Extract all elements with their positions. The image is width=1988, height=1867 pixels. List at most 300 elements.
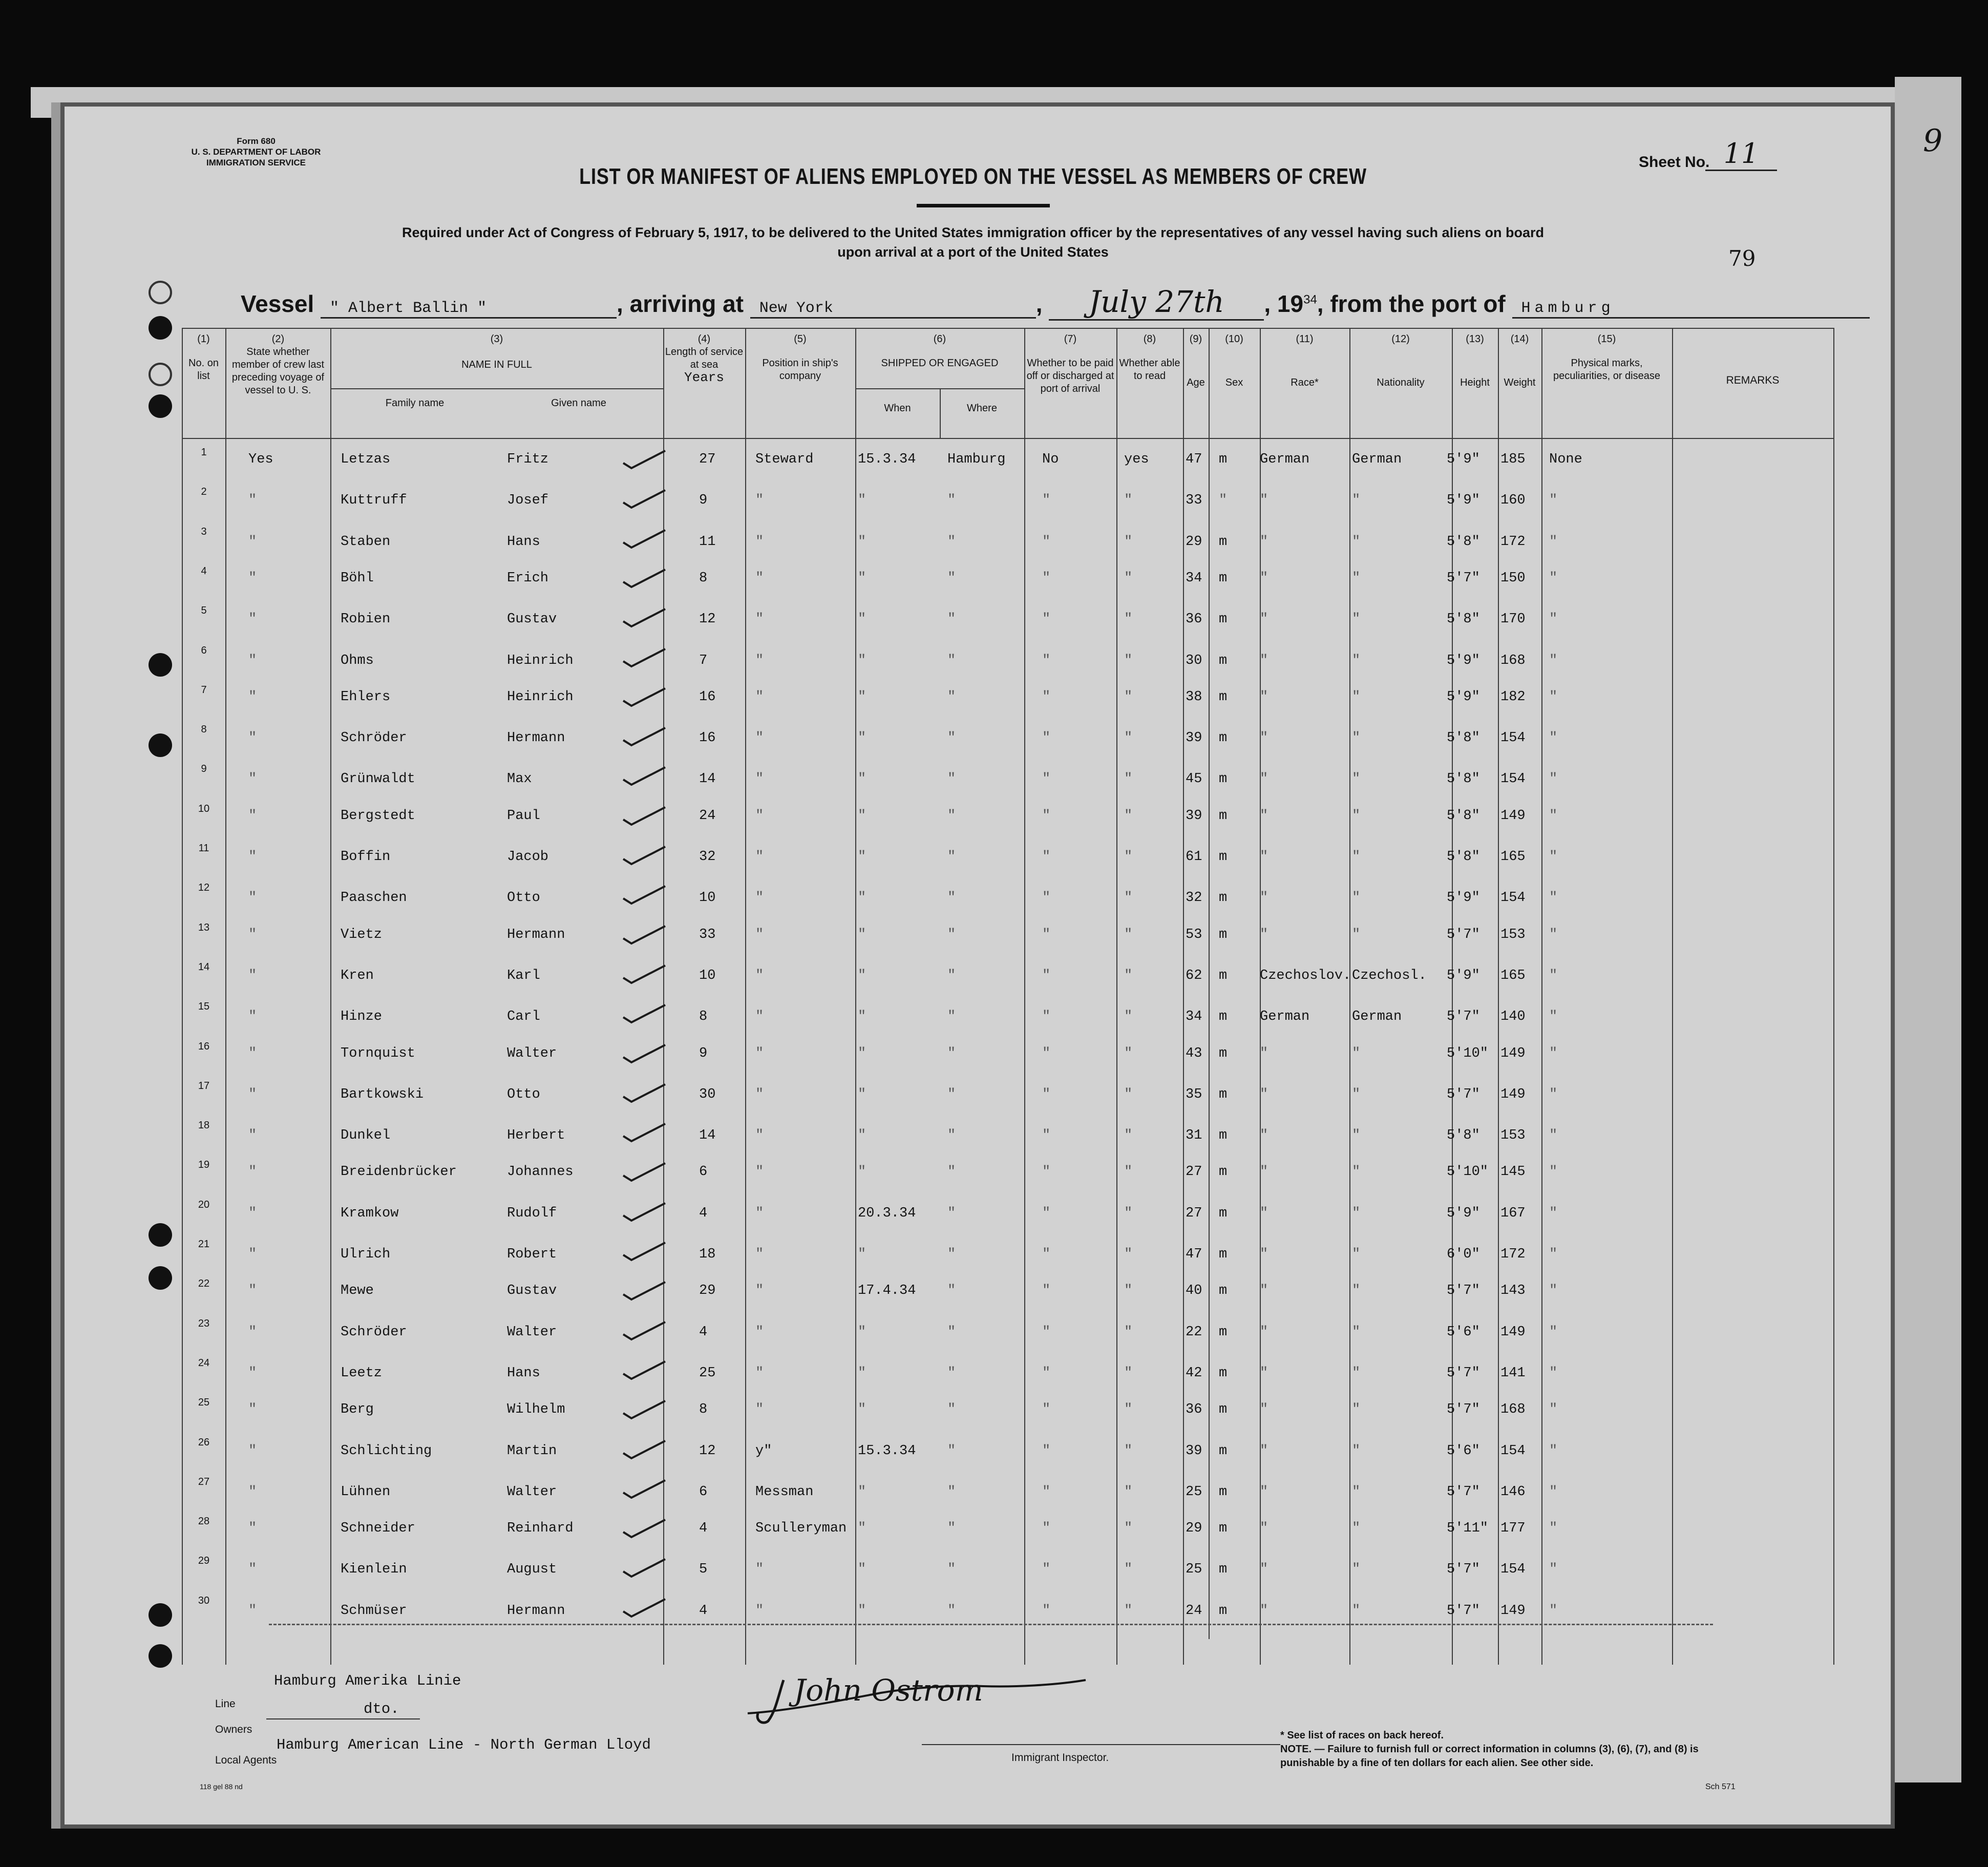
race-cell: " xyxy=(1260,612,1268,627)
header-when: When xyxy=(884,403,911,414)
given-name-cell: Karl xyxy=(507,968,540,983)
row-number: 29 xyxy=(198,1555,210,1567)
able-to-read-cell: " xyxy=(1124,1365,1133,1381)
nationality-cell: " xyxy=(1352,493,1361,509)
position-cell: " xyxy=(755,653,764,668)
tally-check-mark xyxy=(622,925,666,946)
able-to-read-cell: " xyxy=(1124,890,1133,906)
row-number: 10 xyxy=(198,803,210,814)
given-name-cell: Martin xyxy=(507,1443,557,1459)
physical-marks-cell: None xyxy=(1549,452,1582,467)
binder-hole xyxy=(149,281,172,304)
year-suffix: 34 xyxy=(1303,292,1317,307)
physical-marks-cell: " xyxy=(1549,653,1558,668)
row-number: 4 xyxy=(201,565,207,577)
physical-marks-cell: " xyxy=(1549,1324,1558,1340)
physical-marks-cell: " xyxy=(1549,1283,1558,1299)
able-to-read-cell: " xyxy=(1124,927,1133,942)
able-to-read-cell: " xyxy=(1124,1009,1133,1025)
physical-marks-cell: " xyxy=(1549,1164,1558,1180)
shipped-when-cell: " xyxy=(858,1324,866,1340)
service-years-cell: 18 xyxy=(699,1247,716,1262)
physical-marks-cell: " xyxy=(1549,927,1558,942)
shipped-where-cell: Hamburg xyxy=(947,452,1006,467)
line-value: Hamburg Amerika Linie xyxy=(274,1672,461,1689)
table-row xyxy=(182,841,1833,880)
able-to-read-cell: " xyxy=(1124,493,1133,509)
height-cell: 5'9" xyxy=(1447,689,1480,705)
nationality-cell: " xyxy=(1352,1365,1361,1381)
weight-cell: 154 xyxy=(1500,1443,1526,1459)
given-name-cell: Gustav xyxy=(507,1283,557,1299)
nationality-cell: " xyxy=(1352,1562,1361,1578)
shipped-when-cell: " xyxy=(858,534,866,550)
sheet-label: Sheet No. xyxy=(1639,154,1710,171)
table-row xyxy=(182,1276,1833,1315)
physical-marks-cell: " xyxy=(1549,890,1558,906)
paid-off-cell: " xyxy=(1042,808,1051,824)
position-cell: " xyxy=(755,730,764,746)
race-cell: " xyxy=(1260,1402,1268,1418)
family-name-cell: Breidenbrücker xyxy=(341,1164,457,1180)
row-number: 3 xyxy=(201,526,207,537)
given-name-cell: Hermann xyxy=(507,730,565,746)
able-to-read-cell: " xyxy=(1124,1402,1133,1418)
position-cell: " xyxy=(755,771,764,787)
row-number: 7 xyxy=(201,684,207,696)
table-row xyxy=(182,999,1833,1038)
prev-voyage-cell: " xyxy=(248,1603,257,1619)
shipped-where-cell: " xyxy=(947,1365,956,1381)
able-to-read-cell: " xyxy=(1124,534,1133,550)
given-name-cell: Otto xyxy=(507,890,540,906)
family-name-cell: Robien xyxy=(341,612,391,627)
weight-cell: 182 xyxy=(1500,689,1526,705)
age-cell: 35 xyxy=(1186,1086,1202,1102)
paid-off-cell: " xyxy=(1042,771,1051,787)
nationality-cell: " xyxy=(1352,570,1361,586)
family-name-cell: Kienlein xyxy=(341,1562,407,1578)
family-name-cell: Schlichting xyxy=(341,1443,432,1459)
physical-marks-cell: " xyxy=(1549,771,1558,787)
table-row xyxy=(182,1395,1833,1434)
family-name-cell: Ohms xyxy=(341,653,374,668)
age-cell: 47 xyxy=(1186,1247,1202,1262)
age-cell: 27 xyxy=(1186,1205,1202,1221)
service-years-cell: 8 xyxy=(699,1009,708,1025)
header-name: (3) NAME IN FULL xyxy=(461,333,532,370)
sex-cell: m xyxy=(1219,1164,1228,1180)
prev-voyage-cell: " xyxy=(248,1045,257,1061)
family-name-cell: Dunkel xyxy=(341,1128,391,1144)
sex-cell: m xyxy=(1219,689,1228,705)
height-cell: 5'11" xyxy=(1447,1521,1489,1537)
shipped-when-cell: " xyxy=(858,1009,866,1025)
header-family-name: Family name xyxy=(385,397,445,409)
header-no: (1) No. on list xyxy=(188,333,219,382)
height-cell: 5'7" xyxy=(1447,1009,1480,1025)
shipped-where-cell: " xyxy=(947,653,956,668)
service-years-cell: 9 xyxy=(699,493,708,509)
physical-marks-cell: " xyxy=(1549,808,1558,824)
physical-marks-cell: " xyxy=(1549,1086,1558,1102)
tally-check-mark xyxy=(622,766,666,787)
nationality-cell: " xyxy=(1352,1086,1361,1102)
race-cell: " xyxy=(1260,1521,1268,1537)
nationality-cell: " xyxy=(1352,808,1361,824)
tally-check-mark xyxy=(622,648,666,668)
tally-check-mark xyxy=(622,569,666,589)
shipped-when-cell: 17.4.34 xyxy=(858,1283,916,1299)
table-row xyxy=(182,920,1833,959)
race-cell: " xyxy=(1260,689,1268,705)
sex-cell: m xyxy=(1219,653,1228,668)
able-to-read-cell: " xyxy=(1124,1484,1133,1500)
sex-cell: m xyxy=(1219,1045,1228,1061)
service-years-cell: 6 xyxy=(699,1484,708,1500)
row-number: 27 xyxy=(198,1476,210,1487)
paid-off-cell: " xyxy=(1042,730,1051,746)
age-cell: 25 xyxy=(1186,1484,1202,1500)
shipped-when-cell: " xyxy=(858,1247,866,1262)
service-years-cell: 10 xyxy=(699,968,716,983)
given-name-cell: Rudolf xyxy=(507,1205,557,1221)
binder-hole xyxy=(149,1603,172,1627)
height-cell: 5'8" xyxy=(1447,1128,1480,1144)
able-to-read-cell: " xyxy=(1124,1128,1133,1144)
service-years-cell: 5 xyxy=(699,1562,708,1578)
row-number: 26 xyxy=(198,1436,210,1448)
height-cell: 5'9" xyxy=(1447,1205,1480,1221)
row-number: 24 xyxy=(198,1357,210,1369)
given-name-cell: Erich xyxy=(507,570,549,586)
race-cell: " xyxy=(1260,890,1268,906)
shipped-when-cell: " xyxy=(858,1128,866,1144)
able-to-read-cell: " xyxy=(1124,1443,1133,1459)
row-number: 12 xyxy=(198,882,210,894)
row-number: 15 xyxy=(198,1001,210,1013)
sex-cell: m xyxy=(1219,771,1228,787)
physical-marks-cell: " xyxy=(1549,1484,1558,1500)
shipped-when-cell: " xyxy=(858,612,866,627)
family-name-cell: Ehlers xyxy=(341,689,391,705)
family-name-cell: Bergstedt xyxy=(341,808,415,824)
weight-cell: 149 xyxy=(1500,808,1526,824)
row-number: 5 xyxy=(201,605,207,617)
tally-check-mark xyxy=(622,1558,666,1579)
prev-voyage-cell: " xyxy=(248,1009,257,1025)
position-cell: " xyxy=(755,1164,764,1180)
age-cell: 39 xyxy=(1186,730,1202,746)
table-rule xyxy=(182,438,1833,439)
family-name-cell: Kramkow xyxy=(341,1205,399,1221)
sex-cell: m xyxy=(1219,927,1228,942)
corner-mark: 9 xyxy=(1923,123,1943,159)
table-rule xyxy=(1833,328,1834,1665)
age-cell: 45 xyxy=(1186,771,1202,787)
table-row xyxy=(182,1474,1833,1514)
given-name-cell: Heinrich xyxy=(507,689,574,705)
race-cell: " xyxy=(1260,1562,1268,1578)
header-nationality: (12) Nationality xyxy=(1377,333,1425,388)
sex-cell: m xyxy=(1219,1205,1228,1221)
age-cell: 30 xyxy=(1186,653,1202,668)
header-physical-marks: (15) Physical marks, peculiarities, or disease xyxy=(1553,333,1660,382)
tally-check-mark xyxy=(622,1321,666,1341)
arriving-port: New York xyxy=(750,300,1036,319)
service-years-cell: 7 xyxy=(699,653,708,668)
sex-cell: m xyxy=(1219,570,1228,586)
race-cell: " xyxy=(1260,1128,1268,1144)
able-to-read-cell: " xyxy=(1124,1603,1133,1619)
table-row xyxy=(182,603,1833,642)
sex-cell: m xyxy=(1219,1521,1228,1537)
weight-cell: 160 xyxy=(1500,493,1526,509)
able-to-read-cell: " xyxy=(1124,771,1133,787)
height-cell: 5'8" xyxy=(1447,730,1480,746)
position-cell: " xyxy=(755,927,764,942)
tally-check-mark xyxy=(622,1083,666,1104)
paid-off-cell: " xyxy=(1042,689,1051,705)
age-cell: 24 xyxy=(1186,1603,1202,1619)
nationality-cell: " xyxy=(1352,1283,1361,1299)
shipped-when-cell: 15.3.34 xyxy=(858,1443,916,1459)
given-name-cell: Gustav xyxy=(507,612,557,627)
prev-voyage-cell: " xyxy=(248,1402,257,1418)
race-cell: German xyxy=(1260,1009,1310,1025)
nationality-cell: " xyxy=(1352,890,1361,906)
row-number: 20 xyxy=(198,1199,210,1210)
shipped-where-cell: " xyxy=(947,689,956,705)
family-name-cell: Schneider xyxy=(341,1521,415,1537)
weight-cell: 165 xyxy=(1500,968,1526,983)
table-row xyxy=(182,1514,1833,1553)
sex-cell: m xyxy=(1219,1009,1228,1025)
age-cell: 29 xyxy=(1186,534,1202,550)
prev-voyage-cell: " xyxy=(248,1324,257,1340)
physical-marks-cell: " xyxy=(1549,1521,1558,1537)
shipped-where-cell: " xyxy=(947,927,956,942)
position-cell: y" xyxy=(755,1443,772,1459)
position-cell: Messman xyxy=(755,1484,814,1500)
tally-check-mark xyxy=(622,1242,666,1262)
footnote xyxy=(1280,1729,1741,1770)
service-years-cell: 14 xyxy=(699,771,716,787)
paid-off-cell: " xyxy=(1042,1562,1051,1578)
able-to-read-cell: " xyxy=(1124,653,1133,668)
shipped-when-cell: " xyxy=(858,890,866,906)
table-rule xyxy=(330,388,663,389)
position-cell: " xyxy=(755,1009,764,1025)
age-cell: 38 xyxy=(1186,689,1202,705)
able-to-read-cell: " xyxy=(1124,689,1133,705)
shipped-when-cell: " xyxy=(858,1562,866,1578)
age-cell: 39 xyxy=(1186,1443,1202,1459)
physical-marks-cell: " xyxy=(1549,689,1558,705)
shipped-where-cell: " xyxy=(947,1443,956,1459)
physical-marks-cell: " xyxy=(1549,1402,1558,1418)
arriving-label: , arriving at xyxy=(617,290,744,317)
physical-marks-cell: " xyxy=(1549,1247,1558,1262)
age-cell: 62 xyxy=(1186,968,1202,983)
header-given-name: Given name xyxy=(551,397,606,409)
physical-marks-cell: " xyxy=(1549,1128,1558,1144)
age-cell: 32 xyxy=(1186,890,1202,906)
weight-cell: 154 xyxy=(1500,890,1526,906)
weight-cell: 149 xyxy=(1500,1324,1526,1340)
header-weight: (14) Weight xyxy=(1504,333,1536,388)
nationality-cell: " xyxy=(1352,1324,1361,1340)
from-port: Hamburg xyxy=(1512,300,1870,319)
sex-cell: m xyxy=(1219,1402,1228,1418)
given-name-cell: Heinrich xyxy=(507,653,574,668)
table-row xyxy=(182,1039,1833,1078)
height-cell: 5'7" xyxy=(1447,1562,1480,1578)
tally-check-mark xyxy=(622,450,666,470)
age-cell: 36 xyxy=(1186,612,1202,627)
shipped-when-cell: 15.3.34 xyxy=(858,452,916,467)
prev-voyage-cell: " xyxy=(248,1205,257,1221)
position-cell: " xyxy=(755,1205,764,1221)
table-row xyxy=(182,643,1833,682)
end-of-list-rule xyxy=(269,1624,1713,1625)
able-to-read-cell: " xyxy=(1124,730,1133,746)
tally-check-mark xyxy=(622,1281,666,1302)
race-cell: " xyxy=(1260,1283,1268,1299)
shipped-where-cell: " xyxy=(947,808,956,824)
family-name-cell: Kuttruff xyxy=(341,493,407,509)
row-number: 18 xyxy=(198,1120,210,1131)
paid-off-cell: " xyxy=(1042,612,1051,627)
height-cell: 5'8" xyxy=(1447,849,1480,865)
prev-voyage-cell: " xyxy=(248,730,257,746)
page-number: 79 xyxy=(1728,246,1756,271)
table-row xyxy=(182,1236,1833,1276)
age-cell: 47 xyxy=(1186,452,1202,467)
race-cell: " xyxy=(1260,808,1268,824)
shipped-where-cell: " xyxy=(947,612,956,627)
header-where: Where xyxy=(967,403,997,414)
family-name-cell: Letzas xyxy=(341,452,391,467)
paid-off-cell: " xyxy=(1042,493,1051,509)
nationality-cell: " xyxy=(1352,1402,1361,1418)
binder-hole xyxy=(149,733,172,757)
given-name-cell: Herbert xyxy=(507,1128,565,1144)
prev-voyage-cell: " xyxy=(248,968,257,983)
year-prefix: , 19 xyxy=(1264,290,1304,317)
page-title: LIST OR MANIFEST OF ALIENS EMPLOYED ON THE VESSEL AS MEMBERS OF CREW xyxy=(579,164,1367,189)
table-row xyxy=(182,1593,1833,1632)
row-number: 19 xyxy=(198,1159,210,1171)
inspector-label: Immigrant Inspector. xyxy=(1011,1752,1109,1764)
position-cell: " xyxy=(755,493,764,509)
race-cell: " xyxy=(1260,493,1268,509)
height-cell: 5'8" xyxy=(1447,808,1480,824)
weight-cell: 149 xyxy=(1500,1603,1526,1619)
prev-voyage-cell: " xyxy=(248,1247,257,1262)
weight-cell: 145 xyxy=(1500,1164,1526,1180)
tally-check-mark xyxy=(622,687,666,708)
given-name-cell: Robert xyxy=(507,1247,557,1262)
prev-voyage-cell: " xyxy=(248,1484,257,1500)
able-to-read-cell: yes xyxy=(1124,452,1149,467)
header-height: (13) Height xyxy=(1460,333,1490,388)
weight-cell: 140 xyxy=(1500,1009,1526,1025)
able-to-read-cell: " xyxy=(1124,612,1133,627)
physical-marks-cell: " xyxy=(1549,1603,1558,1619)
nationality-cell: German xyxy=(1352,1009,1402,1025)
sheet-number: 11 xyxy=(1705,137,1777,171)
service-years-cell: 12 xyxy=(699,1443,716,1459)
sex-cell: m xyxy=(1219,1484,1228,1500)
title-rule xyxy=(917,204,1050,207)
sex-cell: m xyxy=(1219,849,1228,865)
shipped-where-cell: " xyxy=(947,1045,956,1061)
row-number: 11 xyxy=(198,843,209,854)
age-cell: 43 xyxy=(1186,1045,1202,1061)
tally-check-mark xyxy=(622,1202,666,1223)
owners-value: dto. xyxy=(364,1701,399,1717)
able-to-read-cell: " xyxy=(1124,1562,1133,1578)
service-years-cell: 30 xyxy=(699,1086,716,1102)
race-cell: Czechoslov. xyxy=(1260,968,1351,983)
service-years-cell: 9 xyxy=(699,1045,708,1061)
row-number: 17 xyxy=(198,1080,210,1092)
sex-cell: m xyxy=(1219,534,1228,550)
shipped-where-cell: " xyxy=(947,1128,956,1144)
page-subtitle xyxy=(307,223,1639,262)
age-cell: 27 xyxy=(1186,1164,1202,1180)
given-name-cell: Walter xyxy=(507,1484,557,1500)
service-years-cell: 25 xyxy=(699,1365,716,1381)
height-cell: 5'7" xyxy=(1447,1365,1480,1381)
tally-check-mark xyxy=(622,1519,666,1539)
nationality-cell: German xyxy=(1352,452,1402,467)
family-name-cell: Kren xyxy=(341,968,374,983)
age-cell: 40 xyxy=(1186,1283,1202,1299)
able-to-read-cell: " xyxy=(1124,1205,1133,1221)
prev-voyage-cell: " xyxy=(248,1128,257,1144)
given-name-cell: Hans xyxy=(507,534,540,550)
service-years-cell: 14 xyxy=(699,1128,716,1144)
shipped-where-cell: " xyxy=(947,1603,956,1619)
shipped-where-cell: " xyxy=(947,493,956,509)
able-to-read-cell: " xyxy=(1124,808,1133,824)
table-row xyxy=(182,1078,1833,1118)
service-years-cell: 4 xyxy=(699,1603,708,1619)
shipped-where-cell: " xyxy=(947,1521,956,1537)
physical-marks-cell: " xyxy=(1549,493,1558,509)
scan-page-edge xyxy=(1895,77,1961,1782)
paid-off-cell: " xyxy=(1042,653,1051,668)
height-cell: 5'7" xyxy=(1447,1283,1480,1299)
inspector-signature xyxy=(727,1665,1096,1726)
sex-cell: m xyxy=(1219,612,1228,627)
shipped-where-cell: " xyxy=(947,1247,956,1262)
paid-off-cell: " xyxy=(1042,1484,1051,1500)
given-name-cell: Hermann xyxy=(507,927,565,942)
header-shipped: (6) SHIPPED OR ENGAGED xyxy=(881,333,999,369)
shipped-when-cell: " xyxy=(858,689,866,705)
race-cell: " xyxy=(1260,1164,1268,1180)
weight-cell: 167 xyxy=(1500,1205,1526,1221)
given-name-cell: Wilhelm xyxy=(507,1402,565,1418)
shipped-where-cell: " xyxy=(947,1402,956,1418)
service-years-cell: 12 xyxy=(699,612,716,627)
tally-check-mark xyxy=(622,489,666,510)
prev-voyage-cell: " xyxy=(248,890,257,906)
service-years-cell: 4 xyxy=(699,1521,708,1537)
